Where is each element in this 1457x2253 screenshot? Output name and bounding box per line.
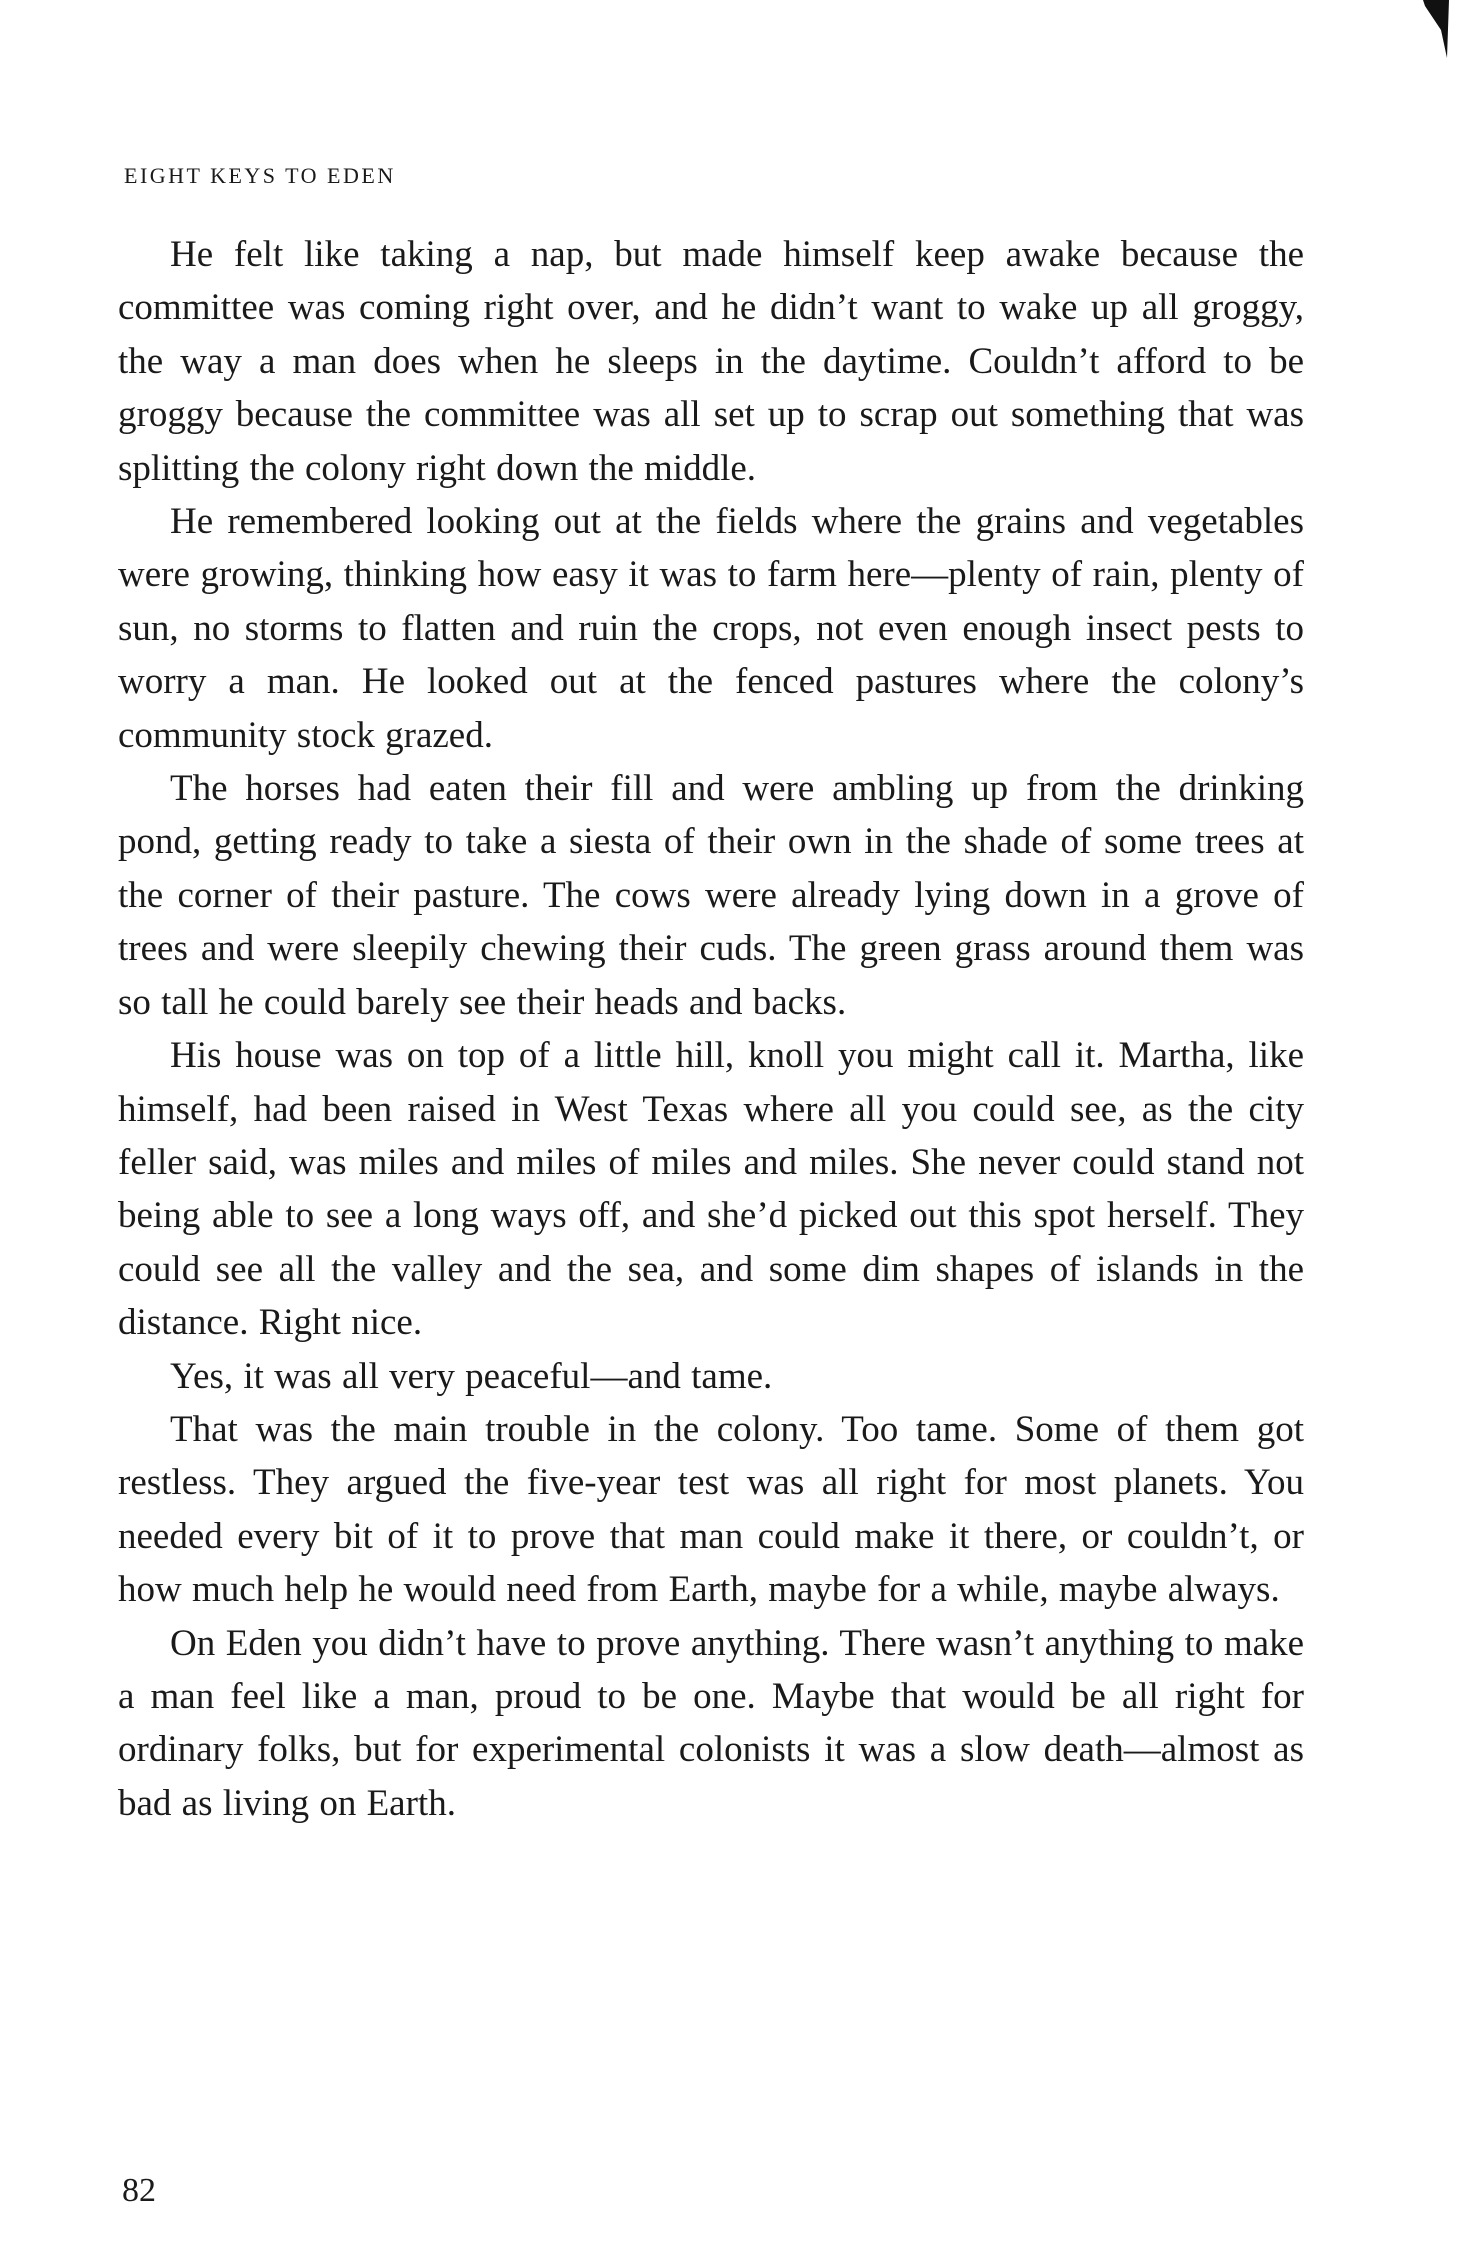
running-head: EIGHT KEYS TO EDEN	[124, 163, 396, 188]
paragraph-3: The horses had eaten their fill and were ambling up from the drinking pond, getting ready to take a siesta of their own in the shade of some trees at the corner of their pasture. The cows were already lying down in a grove of trees and were sleepily chewing their cuds. The green grass around them was so tall he could barely see their heads and backs.	[118, 768, 1304, 1023]
page-number: 82	[122, 2172, 156, 2209]
paragraph-2: He remembered looking out at the fields where the grains and vegetables were growing, thinking how easy it was to farm here—plenty of rain, plenty of sun, no storms to flatten and ruin the crops, not even enough insect pests to worry a man. He looked out at the fenced pastures where the colony’s community stock grazed.	[118, 501, 1304, 756]
paragraph-4: His house was on top of a little hill, knoll you might call it. Martha, like himself, had been raised in West Texas where all you could see, as the city feller said, was miles and miles of miles and miles. She never could stand not being able to see a long ways off, and she’d picked out this spot herself. They could see all the valley and the sea, and some dim shapes of islands in the distance. Right nice.	[118, 1035, 1304, 1344]
body-text	[118, 228, 1304, 1830]
paragraph-7: On Eden you didn’t have to prove anything. There wasn’t anything to make a man feel like a man, proud to be one. Maybe that would be all right for ordinary folks, but for experimental colonists it was a slow death—almost as bad as living on Earth.	[118, 1622, 1304, 1824]
paragraph-5: Yes, it was all very peaceful—and tame.	[170, 1355, 773, 1397]
paragraph-6: That was the main trouble in the colony. Too tame. Some of them got restless. They argued the five-year test was all right for most planets. You needed every bit of it to prove that man could make it there, or couldn’t, or how much help he would need from Earth, maybe for a while, maybe always.	[118, 1408, 1304, 1611]
corner-mark-decoration	[1421, 0, 1449, 58]
paragraph-1: He felt like taking a nap, but made himself keep awake because the committee was coming right over, and he didn’t want to wake up all groggy, the way a man does when he sleeps in the daytime. Couldn’t afford to be groggy because the committee was all set up to scrap out something that was splitting the colony right down the middle.	[118, 234, 1304, 489]
